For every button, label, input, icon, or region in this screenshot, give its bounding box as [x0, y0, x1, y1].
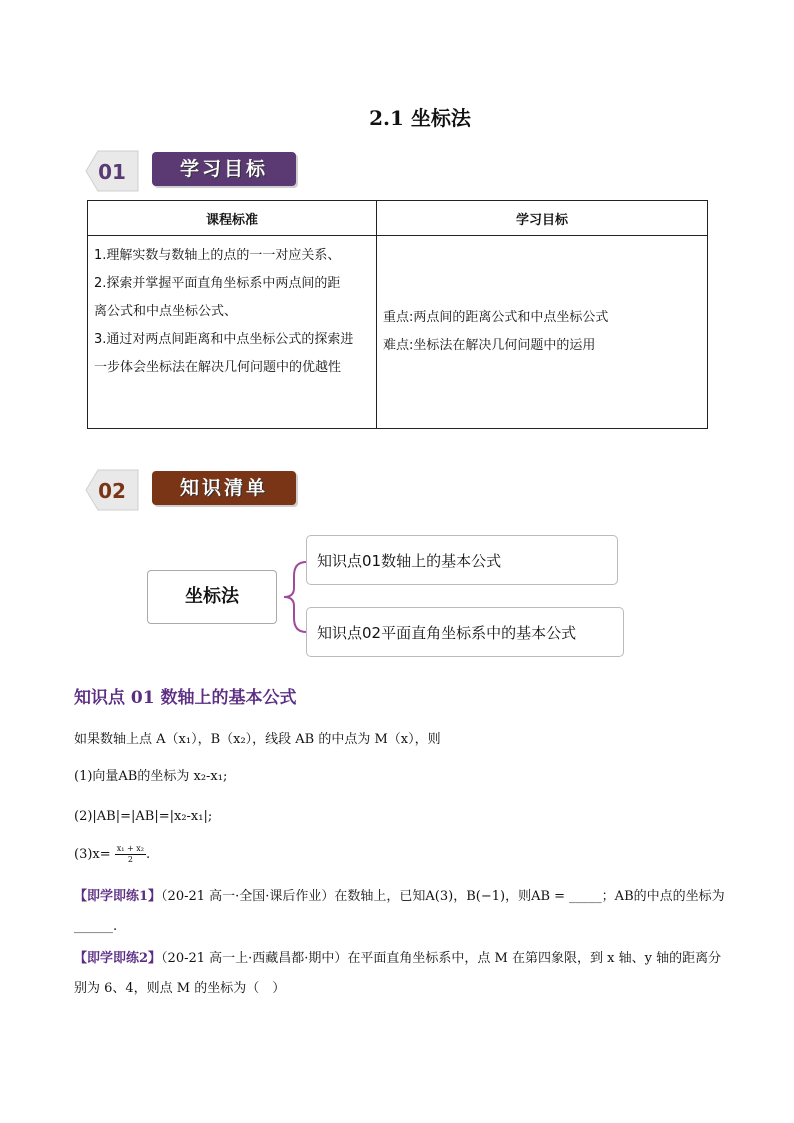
formula-2: (2)|AB|=|AB|=|x₂-x₁|; — [74, 809, 213, 824]
section-label-knowledge — [152, 471, 296, 505]
exercise-2-text: （20-21 高一上·西藏昌都·期中）在平面直角坐标系中，点 M 在第四象限，到 x 轴、y 轴的距离分别为 6、4，则点 M 的坐标为（ ） — [74, 951, 722, 996]
goal-line-key: 重点:两点间的距离公式和中点坐标公式 — [383, 310, 609, 325]
fraction-numerator: x₁ + x₂ — [116, 844, 145, 853]
standard-line: 2.探索并掌握平面直角坐标系中两点间的距 — [94, 276, 341, 291]
section-label-text: 学习目标 — [179, 158, 268, 180]
formula-3-prefix: (3)x= — [74, 847, 111, 862]
knowledge-point-heading: 知识点 01 数轴上的基本公式 — [74, 688, 297, 708]
section-number: 02 — [98, 479, 126, 503]
mindmap-node-1: 知识点01数轴上的基本公式 — [306, 535, 618, 585]
goal-line-difficulty: 难点:坐标法在解决几何问题中的运用 — [383, 338, 596, 353]
exercise-2-tag: 【即学即练2】 — [74, 951, 162, 966]
exercise-1 — [74, 882, 734, 942]
standard-line: 一步体会坐标法在解决几何问题中的优越性 — [94, 360, 342, 375]
exercise-2 — [74, 944, 734, 1004]
section-label-text: 知识清单 — [179, 477, 268, 499]
section-label-objectives — [152, 152, 296, 186]
standard-line: 1.理解实数与数轴上的点的一一对应关系、 — [94, 248, 341, 263]
section-number-badge — [80, 467, 140, 513]
formula-3: (3)x= $\frac{\text{x₁ + x₂}}{2}$ . — [74, 844, 151, 864]
standard-line: 离公式和中点坐标公式、 — [94, 304, 238, 319]
standard-cell — [88, 236, 377, 429]
exercise-1-text: （20-21 高一·全国·课后作业）在数轴上，已知A(3)，B(−1)，则AB = _____；AB的中点的坐标为______. — [74, 889, 725, 934]
section-number: 01 — [98, 160, 126, 184]
page-title: 2.1 坐标法 — [369, 106, 471, 130]
goals-cell — [377, 236, 708, 429]
exercise-1-tag: 【即学即练1】 — [74, 889, 162, 904]
mindmap-brace-icon — [278, 558, 308, 636]
section-number-badge — [80, 148, 140, 194]
fraction-denominator: 2 — [127, 855, 133, 864]
formula-1: (1)向量AB的坐标为 x₂-x₁; — [74, 769, 228, 784]
fraction — [115, 844, 146, 865]
objectives-table — [87, 200, 708, 429]
table-header-standard: 课程标准 — [88, 201, 377, 236]
kp-intro: 如果数轴上点 A（x₁），B（x₂），线段 AB 的中点为 M（x），则 — [74, 732, 441, 747]
mindmap-root: 坐标法 — [147, 570, 277, 624]
table-header-goals: 学习目标 — [377, 201, 708, 236]
mindmap-node-2: 知识点02平面直角坐标系中的基本公式 — [306, 607, 624, 657]
standard-line: 3.通过对两点间距离和中点坐标公式的探索进 — [94, 332, 354, 347]
